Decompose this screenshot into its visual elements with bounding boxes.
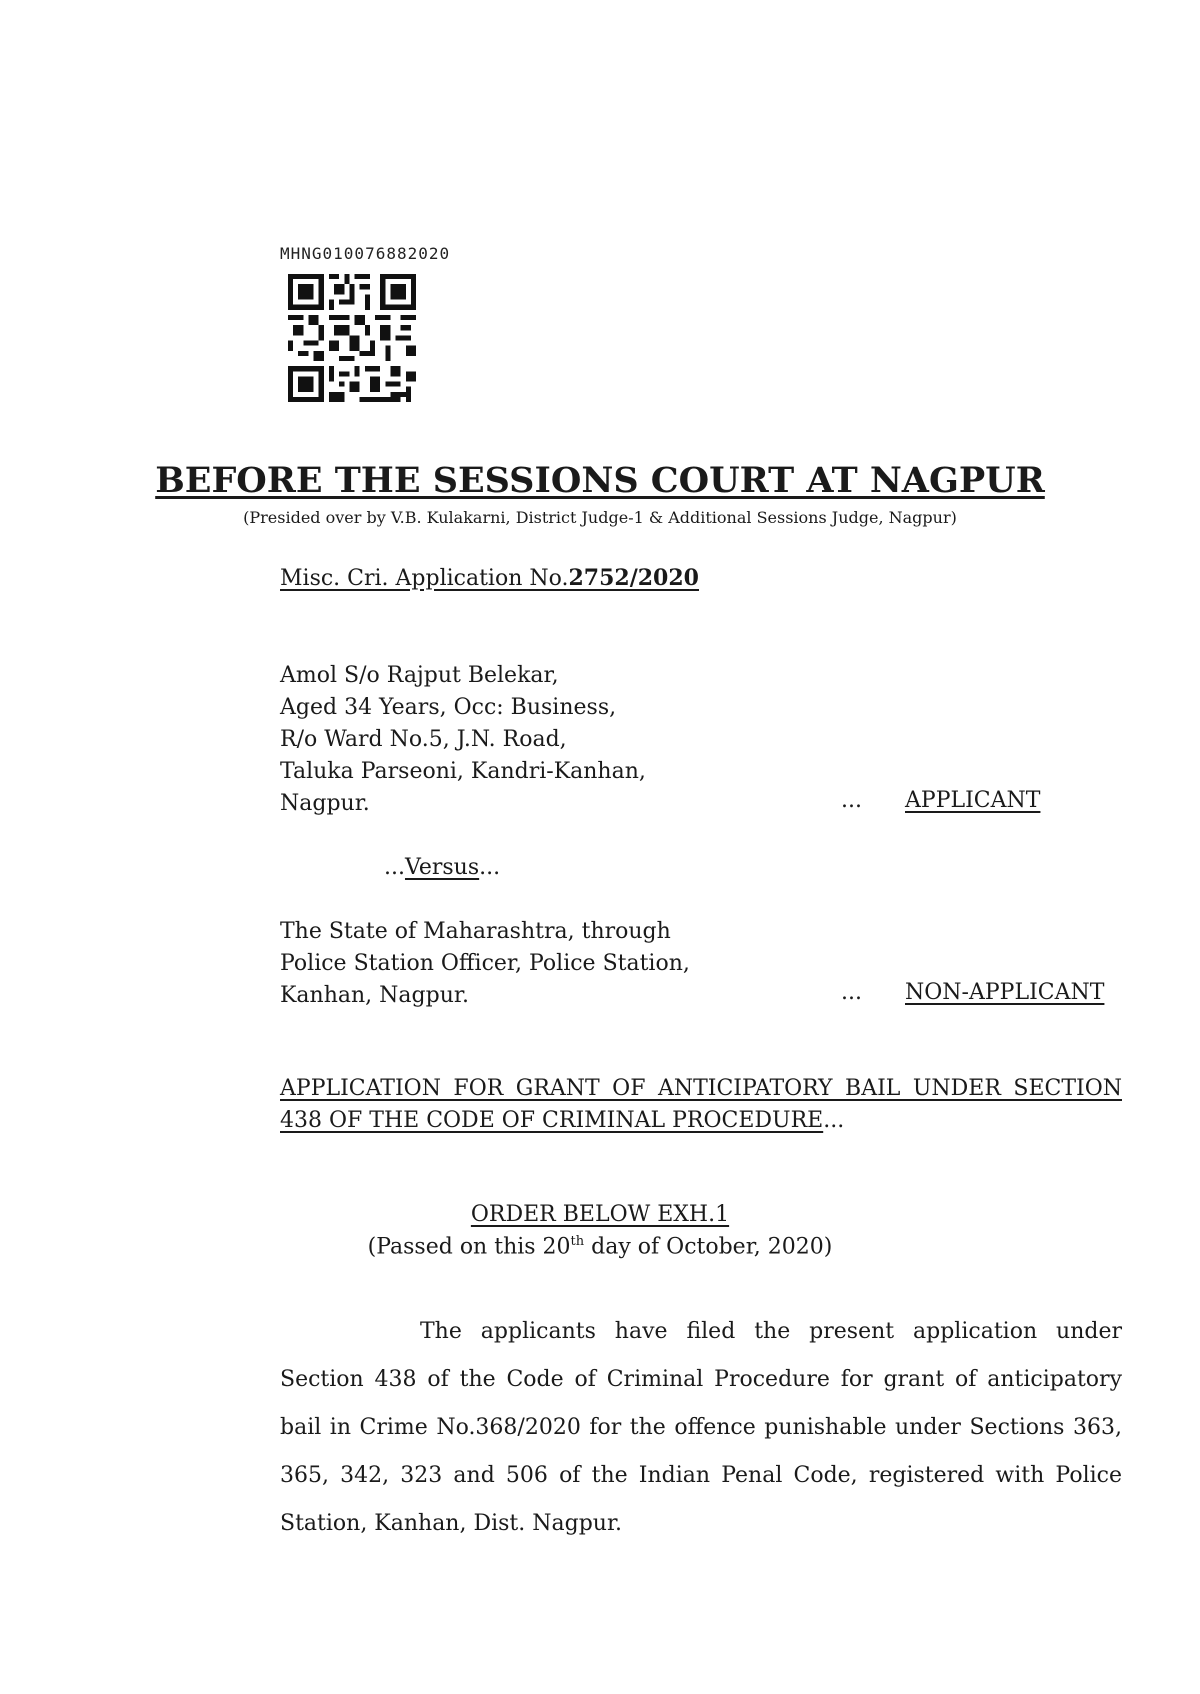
application-heading-text: APPLICATION FOR GRANT OF ANTICIPATORY BAIL UNDER SECTION 438 OF THE CODE OF CRIMINAL PROCEDURE — [280, 1076, 1122, 1133]
order-title: ORDER BELOW EXH.1 — [470, 1202, 730, 1227]
non-applicant-role: NON-APPLICANT — [905, 980, 1105, 1005]
applicant-details — [280, 660, 646, 820]
qr-code — [288, 274, 416, 402]
order-date — [0, 1234, 1200, 1259]
applicant-line: Taluka Parseoni, Kandri-Kanhan, — [280, 759, 646, 784]
versus-post: ... — [479, 855, 501, 880]
court-title: BEFORE THE SESSIONS COURT AT NAGPUR — [155, 460, 1045, 501]
versus-word: Versus — [404, 855, 480, 880]
non-applicant-details — [280, 916, 690, 1012]
applicant-dots: ... — [841, 788, 862, 813]
applicant-line: R/o Ward No.5, J.N. Road, — [280, 727, 567, 752]
order-date-suffix: day of October, 2020) — [584, 1234, 833, 1260]
applicant-role: APPLICANT — [905, 788, 1041, 813]
cnr-number: MHNG010076882020 — [280, 244, 451, 263]
application-heading — [280, 1073, 1122, 1137]
non-applicant-line: Police Station Officer, Police Station, — [280, 951, 690, 976]
presiding-judge: (Presided over by V.B. Kulakarni, District Judge-1 & Additional Sessions Judge, Nagpur) — [243, 508, 957, 527]
application-heading-suffix: ... — [823, 1108, 845, 1133]
versus-pre: ... — [384, 855, 405, 880]
applicant-line: Aged 34 Years, Occ: Business, — [280, 695, 617, 720]
non-applicant-line: The State of Maharashtra, through — [280, 919, 671, 944]
non-applicant-dots: ... — [841, 980, 862, 1005]
applicant-line: Amol S/o Rajput Belekar, — [280, 663, 559, 688]
applicant-line: Nagpur. — [280, 791, 370, 816]
order-date-sup: th — [570, 1234, 585, 1249]
non-applicant-line: Kanhan, Nagpur. — [280, 983, 469, 1008]
order-date-prefix: (Passed on this 20 — [367, 1234, 571, 1260]
case-number-value: 2752/2020 — [568, 565, 699, 591]
versus — [384, 852, 500, 884]
order-paragraph: The applicants have filed the present application under Section 438 of the Code of Criminal Procedure for grant of anticipatory bail in Crime No.368/2020 for the offence punishable under Sections 363, 365, 342, 323 and 506 of the Indian Penal Code, registered with Police Station, Kanhan, Dist. Nagpur. — [280, 1319, 1122, 1536]
case-prefix: Misc. Cri. Application No. — [280, 566, 569, 591]
case-number — [280, 565, 699, 591]
